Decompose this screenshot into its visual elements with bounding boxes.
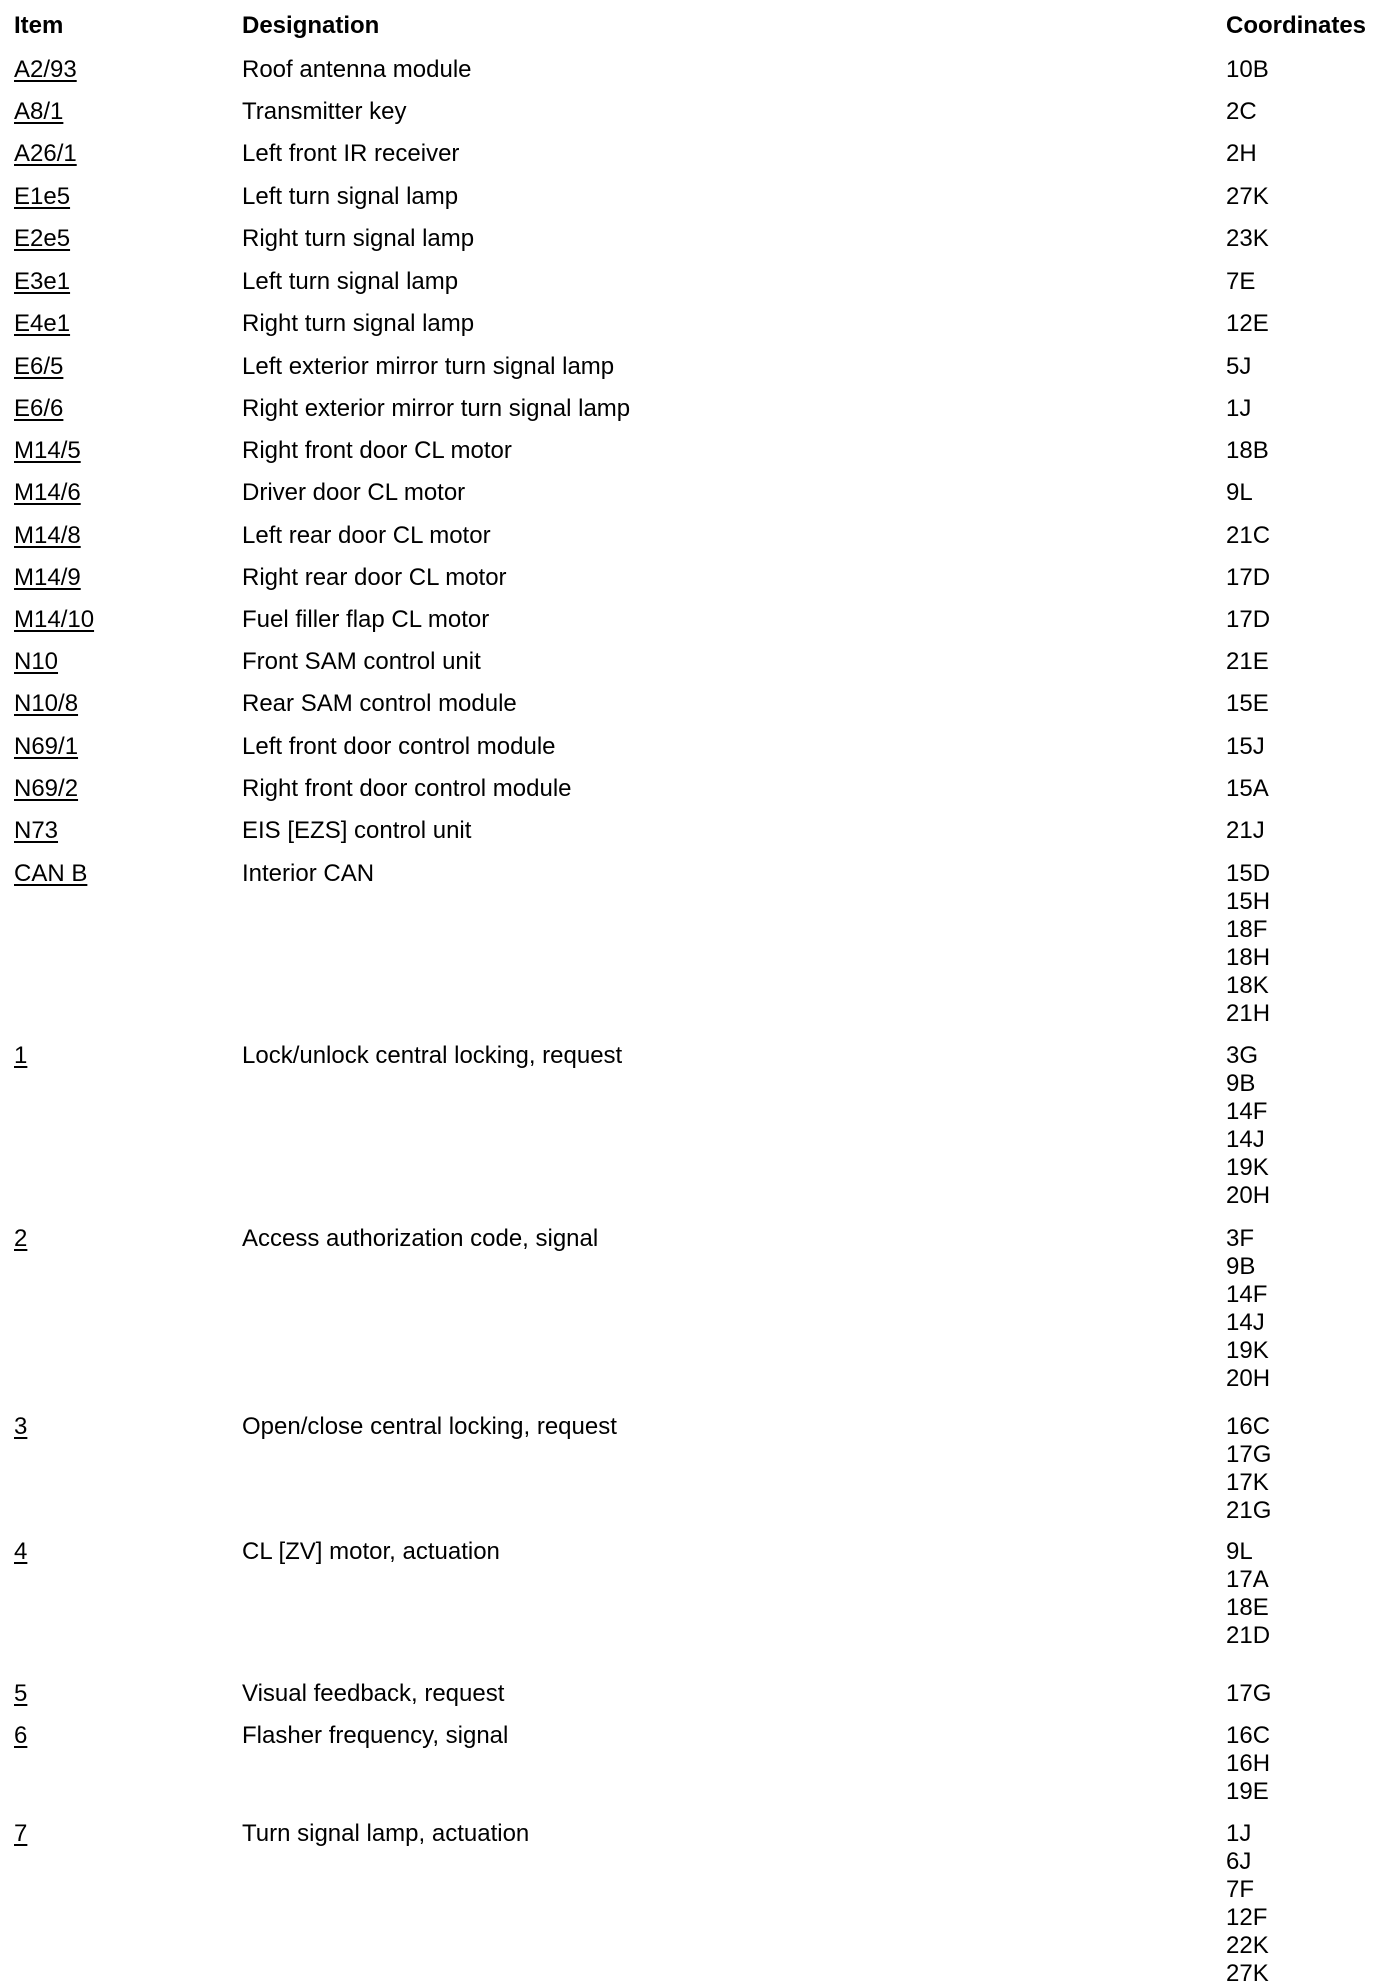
- item-cell: [14, 140, 77, 168]
- coordinate-value: 15J: [1226, 733, 1265, 760]
- item-cell: [14, 1413, 27, 1441]
- item-cell: [14, 1722, 27, 1750]
- coordinates-cell: [1226, 860, 1270, 1028]
- designation-cell: Front SAM control unit: [242, 648, 481, 675]
- item-link[interactable]: M14/10: [14, 606, 95, 633]
- item-cell: [14, 522, 81, 550]
- designation-cell: Right front door control module: [242, 775, 572, 802]
- designation-cell: Left front IR receiver: [242, 140, 460, 167]
- item-link[interactable]: 4: [14, 1538, 28, 1565]
- coordinate-value: 3F: [1226, 1225, 1255, 1252]
- header-designation: Designation: [242, 12, 380, 39]
- coordinate-value: 15H: [1226, 888, 1271, 915]
- item-link[interactable]: E4e1: [14, 310, 71, 337]
- coordinate-value: 16C: [1226, 1722, 1271, 1749]
- coordinate-value: 21D: [1226, 1622, 1271, 1649]
- coordinates-cell: [1226, 56, 1269, 84]
- coordinate-value: 17K: [1226, 1469, 1269, 1496]
- designation-cell: Driver door CL motor: [242, 479, 466, 506]
- coordinate-value: 12F: [1226, 1904, 1268, 1931]
- coordinate-value: 17G: [1226, 1680, 1272, 1707]
- coordinate-value: 17D: [1226, 606, 1271, 633]
- coordinate-value: 18B: [1226, 437, 1269, 464]
- coordinates-cell: [1226, 690, 1269, 718]
- coordinates-cell: [1226, 817, 1265, 845]
- coordinate-value: 6J: [1226, 1848, 1252, 1875]
- coordinate-value: 1J: [1226, 395, 1252, 422]
- header-item: Item: [14, 12, 64, 39]
- designation-cell: Interior CAN: [242, 860, 375, 887]
- item-link[interactable]: E1e5: [14, 183, 71, 210]
- item-link[interactable]: A2/93: [14, 56, 77, 83]
- coordinate-value: 18K: [1226, 972, 1269, 999]
- coordinates-cell: [1226, 183, 1269, 211]
- designation-cell: Rear SAM control module: [242, 690, 517, 717]
- coordinates-cell: [1226, 775, 1269, 803]
- designation-cell: Roof antenna module: [242, 56, 472, 83]
- designation-cell: Lock/unlock central locking, request: [242, 1042, 623, 1069]
- item-link[interactable]: E6/5: [14, 353, 64, 380]
- item-cell: [14, 225, 70, 253]
- coordinate-value: 10B: [1226, 56, 1269, 83]
- coordinate-value: 17D: [1226, 564, 1271, 591]
- coordinate-value: 14J: [1226, 1126, 1265, 1153]
- coordinate-value: 17G: [1226, 1441, 1272, 1468]
- designation-cell: Left rear door CL motor: [242, 522, 491, 549]
- coordinate-value: 15A: [1226, 775, 1269, 802]
- designation-cell: EIS [EZS] control unit: [242, 817, 472, 844]
- item-cell: [14, 648, 58, 676]
- coordinate-value: 19K: [1226, 1154, 1269, 1181]
- designation-cell: CL [ZV] motor, actuation: [242, 1538, 500, 1565]
- coordinate-value: 9L: [1226, 479, 1253, 506]
- coordinate-value: 7E: [1226, 268, 1256, 295]
- item-link[interactable]: N69/1: [14, 733, 79, 760]
- coordinate-value: 19E: [1226, 1778, 1269, 1805]
- coordinates-cell: [1226, 606, 1270, 634]
- item-link[interactable]: M14/5: [14, 437, 81, 464]
- coordinates-cell: [1226, 1722, 1270, 1806]
- coordinate-value: 21E: [1226, 648, 1269, 675]
- item-cell: [14, 479, 81, 507]
- item-cell: [14, 98, 63, 126]
- coordinate-value: 9B: [1226, 1070, 1256, 1097]
- coordinates-cell: [1226, 522, 1270, 550]
- coordinates-cell: [1226, 1042, 1270, 1210]
- coordinate-value: 5J: [1226, 353, 1252, 380]
- coordinate-value: 18H: [1226, 944, 1271, 971]
- item-link[interactable]: E2e5: [14, 225, 71, 252]
- coordinate-value: 15D: [1226, 860, 1271, 887]
- coordinates-cell: [1226, 1680, 1271, 1708]
- designation-cell: Visual feedback, request: [242, 1680, 505, 1707]
- item-link[interactable]: E6/6: [14, 395, 64, 422]
- item-cell: [14, 606, 94, 634]
- item-cell: [14, 268, 70, 296]
- item-link[interactable]: E3e1: [14, 268, 71, 295]
- item-link[interactable]: M14/8: [14, 522, 81, 549]
- item-link[interactable]: N69/2: [14, 775, 79, 802]
- designation-cell: Right rear door CL motor: [242, 564, 507, 591]
- item-cell: [14, 817, 58, 845]
- coordinate-value: 12E: [1226, 310, 1269, 337]
- coordinates-cell: [1226, 648, 1269, 676]
- coordinate-value: 16H: [1226, 1750, 1271, 1777]
- designation-cell: Turn signal lamp, actuation: [242, 1820, 530, 1847]
- coordinate-value: 23K: [1226, 225, 1269, 252]
- designation-cell: Left exterior mirror turn signal lamp: [242, 353, 615, 380]
- designation-cell: Right turn signal lamp: [242, 310, 475, 337]
- coordinates-cell: [1226, 395, 1251, 423]
- coordinate-value: 19K: [1226, 1337, 1269, 1364]
- item-cell: [14, 56, 77, 84]
- item-link[interactable]: N10: [14, 648, 59, 675]
- item-cell: [14, 1538, 27, 1566]
- item-link[interactable]: 5: [14, 1680, 28, 1707]
- item-cell: [14, 183, 70, 211]
- item-cell: [14, 437, 81, 465]
- coordinates-cell: [1226, 98, 1257, 126]
- item-link[interactable]: 3: [14, 1413, 28, 1440]
- item-link[interactable]: M14/9: [14, 564, 81, 591]
- coordinates-cell: [1226, 479, 1253, 507]
- designation-cell: Fuel filler flap CL motor: [242, 606, 490, 633]
- designation-cell: Transmitter key: [242, 98, 407, 125]
- designation-cell: Right exterior mirror turn signal lamp: [242, 395, 631, 422]
- item-cell: [14, 395, 63, 423]
- coordinate-value: 21J: [1226, 817, 1265, 844]
- coordinates-cell: [1226, 140, 1257, 168]
- header-coordinates: Coordinates: [1226, 12, 1367, 39]
- designation-cell: Right front door CL motor: [242, 437, 512, 464]
- coordinate-value: 27K: [1226, 183, 1269, 210]
- coordinates-cell: [1226, 733, 1265, 761]
- item-link[interactable]: A8/1: [14, 98, 64, 125]
- coordinate-value: 27K: [1226, 1960, 1269, 1987]
- item-cell: [14, 1680, 27, 1708]
- item-cell: [14, 310, 70, 338]
- designation-cell: Left turn signal lamp: [242, 183, 459, 210]
- item-cell: [14, 1225, 27, 1253]
- coordinates-cell: [1226, 268, 1255, 296]
- coordinates-cell: [1226, 310, 1269, 338]
- item-cell: [14, 564, 81, 592]
- designation-cell: Open/close central locking, request: [242, 1413, 617, 1440]
- item-cell: [14, 1820, 27, 1848]
- coordinate-value: 18F: [1226, 916, 1268, 943]
- coordinates-cell: [1226, 1225, 1270, 1393]
- coordinate-value: 9L: [1226, 1538, 1253, 1565]
- designation-cell: Left front door control module: [242, 733, 556, 760]
- designation-cell: Access authorization code, signal: [242, 1225, 599, 1252]
- item-link[interactable]: 6: [14, 1722, 28, 1749]
- item-link[interactable]: A26/1: [14, 140, 77, 167]
- designation-cell: Right turn signal lamp: [242, 225, 475, 252]
- coordinates-cell: [1226, 1538, 1270, 1650]
- coordinate-value: 2C: [1226, 98, 1257, 125]
- item-cell: [14, 733, 78, 761]
- item-cell: [14, 690, 78, 718]
- item-cell: [14, 353, 63, 381]
- coordinate-value: 15E: [1226, 690, 1269, 717]
- coordinate-value: 2H: [1226, 140, 1257, 167]
- coordinate-value: 9B: [1226, 1253, 1256, 1280]
- coordinate-value: 22K: [1226, 1932, 1269, 1959]
- item-cell: [14, 775, 78, 803]
- coordinates-cell: [1226, 353, 1251, 381]
- designation-cell: Flasher frequency, signal: [242, 1722, 509, 1749]
- coordinate-value: 14J: [1226, 1309, 1265, 1336]
- coordinate-value: 7F: [1226, 1876, 1255, 1903]
- coordinate-value: 1J: [1226, 1820, 1252, 1847]
- coordinates-cell: [1226, 225, 1269, 253]
- coordinates-cell: [1226, 1413, 1271, 1525]
- item-cell: [14, 1042, 27, 1070]
- item-link[interactable]: N10/8: [14, 690, 79, 717]
- coordinates-cell: [1226, 564, 1270, 592]
- designation-cell: Left turn signal lamp: [242, 268, 459, 295]
- coordinate-value: 21H: [1226, 1000, 1271, 1027]
- coordinate-value: 21C: [1226, 522, 1271, 549]
- item-link[interactable]: N73: [14, 817, 59, 844]
- item-link[interactable]: 1: [14, 1042, 28, 1069]
- coordinate-value: 18E: [1226, 1594, 1269, 1621]
- item-cell: [14, 860, 87, 888]
- item-link[interactable]: 2: [14, 1225, 28, 1252]
- coordinate-value: 16C: [1226, 1413, 1271, 1440]
- item-link[interactable]: M14/6: [14, 479, 81, 506]
- coordinates-cell: [1226, 437, 1269, 465]
- item-link[interactable]: CAN B: [14, 860, 88, 887]
- coordinate-value: 14F: [1226, 1281, 1268, 1308]
- coordinates-cell: [1226, 1820, 1269, 1988]
- coordinate-value: 3G: [1226, 1042, 1259, 1069]
- coordinate-value: 20H: [1226, 1182, 1271, 1209]
- coordinate-value: 20H: [1226, 1365, 1271, 1392]
- coordinate-value: 17A: [1226, 1566, 1269, 1593]
- coordinate-value: 21G: [1226, 1497, 1272, 1524]
- coordinate-value: 14F: [1226, 1098, 1268, 1125]
- item-link[interactable]: 7: [14, 1820, 28, 1847]
